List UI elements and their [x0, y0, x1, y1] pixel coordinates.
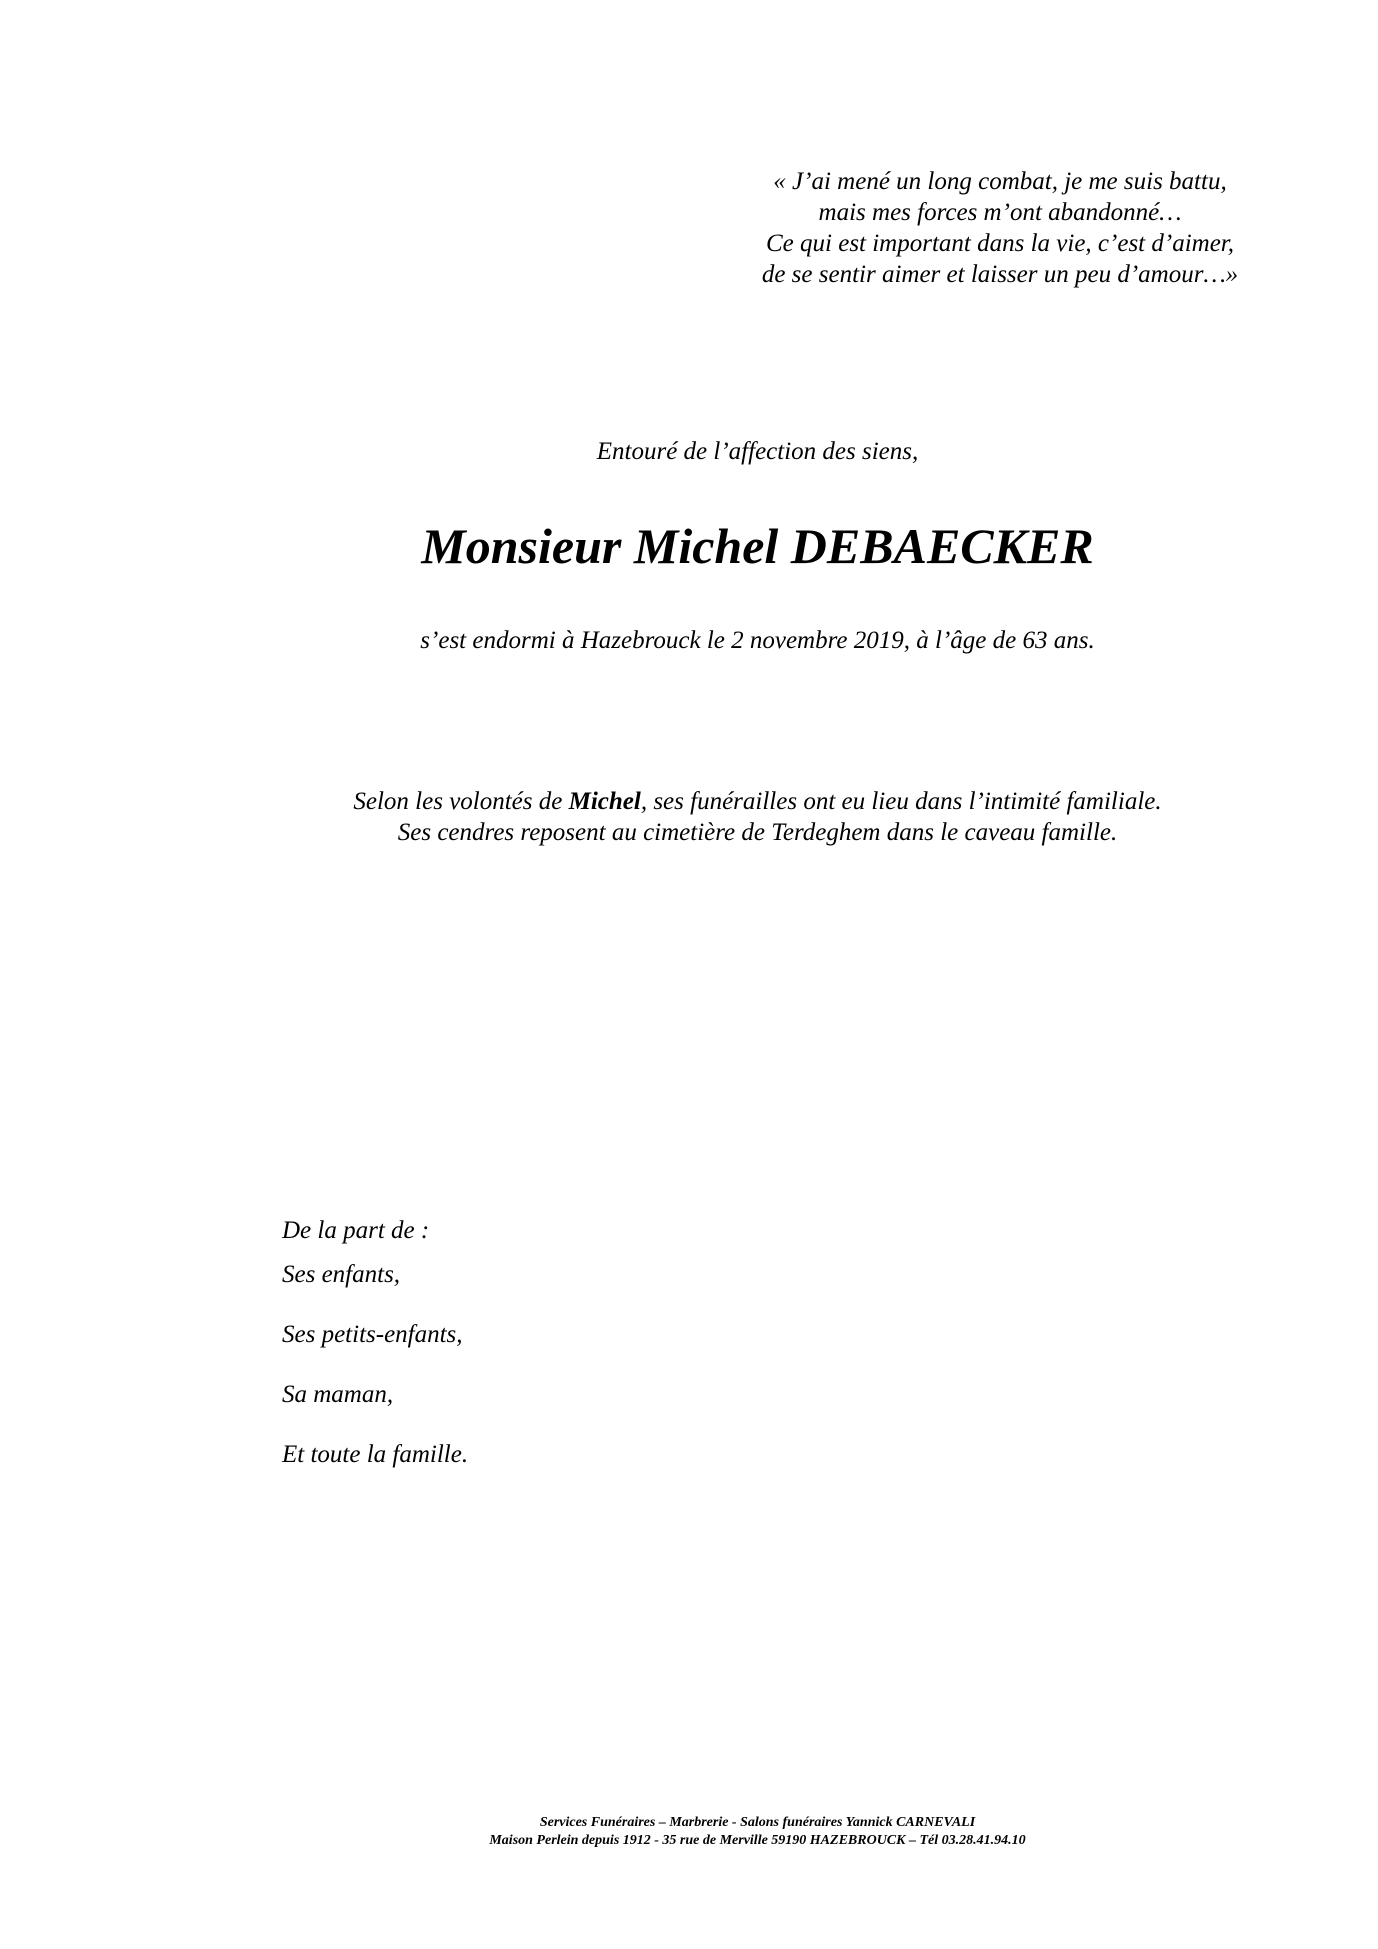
signatories-heading: De la part de : — [282, 1217, 430, 1244]
footer-line-2: Maison Perlein depuis 1912 - 35 rue de Merville 59190 HAZEBROUCK – Tél 03.28.41.94.10 — [489, 1833, 1026, 1848]
deceased-name: Monsieur Michel DEBAECKER — [421, 518, 1094, 574]
funeral-line-1-before: Selon les volontés de — [353, 788, 569, 815]
list-item: Sa maman, — [282, 1381, 394, 1408]
signatories-list — [282, 1259, 468, 1499]
first-name-highlight: Michel — [568, 788, 641, 815]
epigraph-line: mais mes forces m’ont abandonné… — [818, 199, 1182, 226]
list-item: Ses petits-enfants, — [282, 1321, 463, 1348]
list-item: Et toute la famille. — [282, 1441, 469, 1468]
funeral-line-1-after: , ses funérailles ont eu lieu dans l’intimité familiale. — [640, 788, 1162, 815]
funeral-home-footer — [0, 1814, 1378, 1850]
intro-line: Entouré de l’affection des siens, — [596, 438, 919, 465]
footer-line-1: Services Funéraires – Marbrerie - Salons funéraires Yannick CARNEVALI — [539, 1815, 976, 1830]
epigraph-quote — [740, 166, 1260, 290]
funeral-notice — [0, 786, 1378, 848]
epigraph-line: « J’ai mené un long combat, je me suis battu, — [773, 168, 1227, 195]
epigraph-line: Ce qui est important dans la vie, c’est d’aimer, — [766, 230, 1234, 257]
funeral-line-1 — [0, 786, 1378, 817]
death-notice: s’est endormi à Hazebrouck le 2 novembre 2019, à l’âge de 63 ans. — [420, 627, 1095, 654]
list-item: Ses enfants, — [282, 1261, 401, 1288]
funeral-line-2: Ses cendres reposent au cimetière de Terdeghem dans le caveau famille. — [397, 819, 1118, 846]
epigraph-line: de se sentir aimer et laisser un peu d’amour…» — [761, 261, 1239, 288]
